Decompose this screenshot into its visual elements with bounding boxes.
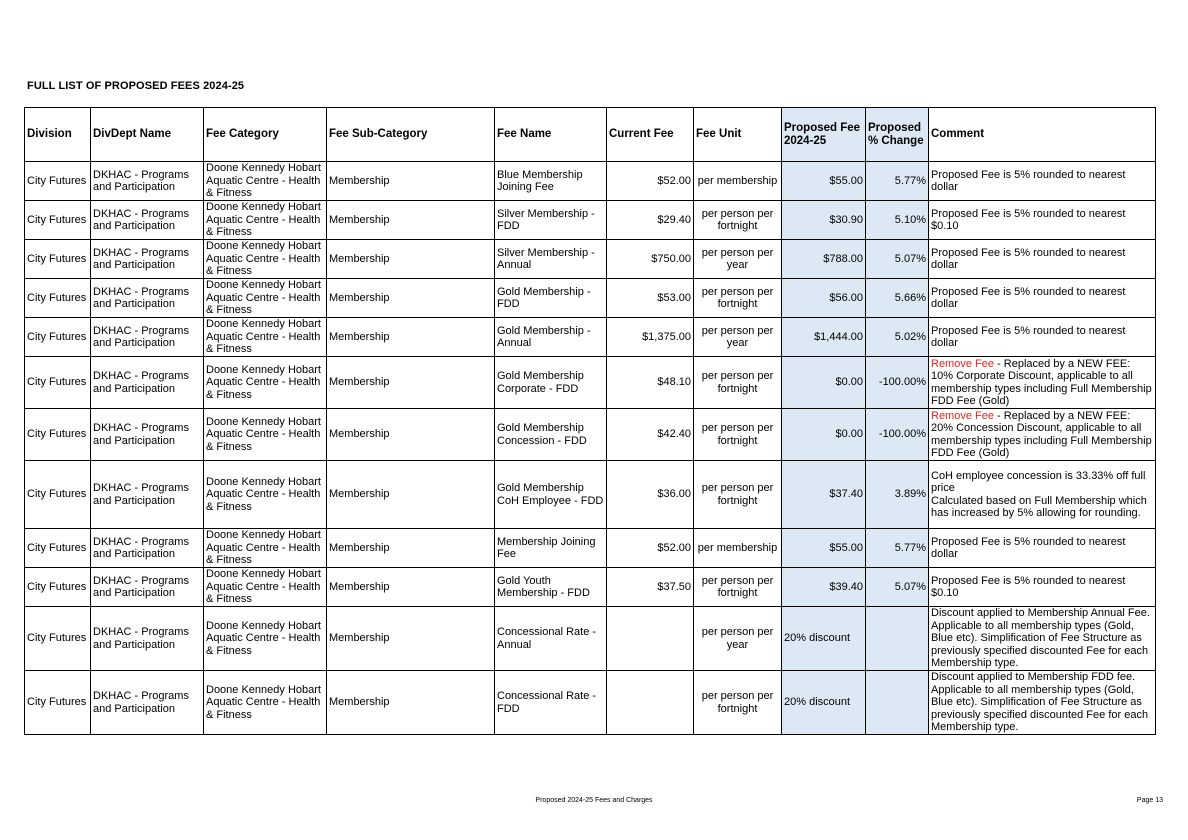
cell-divdept: DKHAC - Programs and Participation bbox=[91, 529, 204, 568]
fees-table-body bbox=[25, 162, 1156, 735]
cell-fee-sub-category: Membership bbox=[327, 279, 495, 318]
cell-divdept: DKHAC - Programs and Participation bbox=[91, 240, 204, 279]
header-row bbox=[25, 108, 1156, 162]
cell-division: City Futures bbox=[25, 461, 91, 529]
cell-comment bbox=[929, 162, 1156, 201]
cell-fee-name: Gold Membership - FDD bbox=[495, 279, 607, 318]
header-current-fee: Current Fee bbox=[607, 108, 694, 162]
cell-division: City Futures bbox=[25, 607, 91, 671]
cell-comment bbox=[929, 568, 1156, 607]
cell-division: City Futures bbox=[25, 162, 91, 201]
cell-proposed-change: 5.07% bbox=[866, 568, 929, 607]
cell-division: City Futures bbox=[25, 201, 91, 240]
cell-proposed-change: 5.66% bbox=[866, 279, 929, 318]
header-fee-category: Fee Category bbox=[204, 108, 327, 162]
comment-text: Proposed Fee is 5% rounded to nearest dollar bbox=[931, 285, 1126, 310]
cell-fee-unit: per person per fortnight bbox=[694, 279, 782, 318]
table-row bbox=[25, 409, 1156, 461]
cell-fee-category: Doone Kennedy Hobart Aquatic Centre - Health & Fitness bbox=[204, 568, 327, 607]
cell-current-fee: $42.40 bbox=[607, 409, 694, 461]
cell-current-fee: $52.00 bbox=[607, 162, 694, 201]
table-row bbox=[25, 201, 1156, 240]
table-row bbox=[25, 357, 1156, 409]
cell-fee-unit: per person per year bbox=[694, 240, 782, 279]
cell-proposed-fee: $30.90 bbox=[782, 201, 866, 240]
table-row bbox=[25, 279, 1156, 318]
cell-fee-category: Doone Kennedy Hobart Aquatic Centre - Health & Fitness bbox=[204, 409, 327, 461]
cell-fee-category: Doone Kennedy Hobart Aquatic Centre - Health & Fitness bbox=[204, 357, 327, 409]
header-division: Division bbox=[25, 108, 91, 162]
cell-current-fee bbox=[607, 671, 694, 735]
cell-comment bbox=[929, 240, 1156, 279]
cell-divdept: DKHAC - Programs and Participation bbox=[91, 279, 204, 318]
cell-current-fee: $1,375.00 bbox=[607, 318, 694, 357]
comment-text: Proposed Fee is 5% rounded to nearest $0.10 bbox=[931, 207, 1126, 232]
comment-text: Proposed Fee is 5% rounded to nearest $0.10 bbox=[931, 574, 1126, 599]
header-proposed-change: Proposed % Change bbox=[866, 108, 929, 162]
cell-divdept: DKHAC - Programs and Participation bbox=[91, 357, 204, 409]
comment-text: Proposed Fee is 5% rounded to nearest dollar bbox=[931, 246, 1126, 271]
cell-fee-sub-category: Membership bbox=[327, 201, 495, 240]
cell-division: City Futures bbox=[25, 568, 91, 607]
cell-divdept: DKHAC - Programs and Participation bbox=[91, 201, 204, 240]
cell-fee-name: Silver Membership - Annual bbox=[495, 240, 607, 279]
cell-fee-category: Doone Kennedy Hobart Aquatic Centre - Health & Fitness bbox=[204, 240, 327, 279]
cell-proposed-change: 5.02% bbox=[866, 318, 929, 357]
cell-fee-unit: per person per fortnight bbox=[694, 568, 782, 607]
header-fee-sub-category: Fee Sub-Category bbox=[327, 108, 495, 162]
cell-proposed-fee: $788.00 bbox=[782, 240, 866, 279]
cell-fee-sub-category: Membership bbox=[327, 240, 495, 279]
cell-fee-unit: per membership bbox=[694, 162, 782, 201]
cell-fee-category: Doone Kennedy Hobart Aquatic Centre - Health & Fitness bbox=[204, 607, 327, 671]
comment-text: CoH employee concession is 33.33% off full price Calculated based on Full Membership which has increased by 5% allowing for rounding. bbox=[931, 469, 1147, 519]
table-row bbox=[25, 240, 1156, 279]
cell-proposed-fee: $55.00 bbox=[782, 162, 866, 201]
cell-fee-name: Blue Membership Joining Fee bbox=[495, 162, 607, 201]
cell-current-fee: $750.00 bbox=[607, 240, 694, 279]
header-proposed-fee: Proposed Fee 2024-25 bbox=[782, 108, 866, 162]
cell-proposed-fee: $0.00 bbox=[782, 357, 866, 409]
header-fee-unit: Fee Unit bbox=[694, 108, 782, 162]
cell-fee-unit: per person per fortnight bbox=[694, 671, 782, 735]
cell-division: City Futures bbox=[25, 529, 91, 568]
cell-divdept: DKHAC - Programs and Participation bbox=[91, 461, 204, 529]
cell-current-fee: $29.40 bbox=[607, 201, 694, 240]
cell-fee-name: Gold Membership - Annual bbox=[495, 318, 607, 357]
table-row bbox=[25, 529, 1156, 568]
cell-fee-name: Silver Membership - FDD bbox=[495, 201, 607, 240]
comment-text: - Replaced by a NEW FEE: 10% Corporate Discount, applicable to all membership types including Full Membership FDD Fee (Gold) bbox=[931, 357, 1152, 407]
cell-proposed-fee: $56.00 bbox=[782, 279, 866, 318]
cell-fee-sub-category: Membership bbox=[327, 318, 495, 357]
remove-fee-label: Remove Fee bbox=[931, 409, 994, 422]
cell-fee-category: Doone Kennedy Hobart Aquatic Centre - Health & Fitness bbox=[204, 671, 327, 735]
table-row bbox=[25, 162, 1156, 201]
cell-fee-unit: per person per fortnight bbox=[694, 409, 782, 461]
cell-current-fee: $52.00 bbox=[607, 529, 694, 568]
cell-proposed-fee: $1,444.00 bbox=[782, 318, 866, 357]
cell-fee-unit: per person per fortnight bbox=[694, 201, 782, 240]
cell-proposed-change: -100.00% bbox=[866, 409, 929, 461]
cell-fee-name: Concessional Rate - FDD bbox=[495, 671, 607, 735]
cell-fee-sub-category: Membership bbox=[327, 162, 495, 201]
cell-proposed-fee: $0.00 bbox=[782, 409, 866, 461]
cell-proposed-fee: 20% discount bbox=[782, 607, 866, 671]
cell-division: City Futures bbox=[25, 279, 91, 318]
fees-table bbox=[24, 107, 1156, 735]
cell-proposed-change: 5.77% bbox=[866, 529, 929, 568]
cell-fee-sub-category: Membership bbox=[327, 409, 495, 461]
cell-proposed-change: 5.77% bbox=[866, 162, 929, 201]
footer-text: Proposed 2024-25 Fees and Charges bbox=[535, 797, 653, 804]
cell-proposed-change bbox=[866, 607, 929, 671]
cell-proposed-change: 3.89% bbox=[866, 461, 929, 529]
cell-proposed-fee: $39.40 bbox=[782, 568, 866, 607]
cell-fee-unit: per person per fortnight bbox=[694, 461, 782, 529]
cell-fee-sub-category: Membership bbox=[327, 671, 495, 735]
comment-text: Discount applied to Membership FDD fee. Applicable to all membership types (Gold, Blue etc). Simplification of Fee Structure as previously specified discounted Fee for each Membership type. bbox=[931, 671, 1149, 734]
table-row bbox=[25, 461, 1156, 529]
cell-fee-name: Gold Membership CoH Employee - FDD bbox=[495, 461, 607, 529]
remove-fee-label: Remove Fee bbox=[931, 357, 994, 370]
cell-division: City Futures bbox=[25, 240, 91, 279]
cell-proposed-change: 5.07% bbox=[866, 240, 929, 279]
cell-divdept: DKHAC - Programs and Participation bbox=[91, 409, 204, 461]
cell-comment bbox=[929, 671, 1156, 735]
cell-divdept: DKHAC - Programs and Participation bbox=[91, 318, 204, 357]
comment-text: - Replaced by a NEW FEE: 20% Concession Discount, applicable to all membership types including Full Membership FDD Fee (Gold) bbox=[931, 409, 1152, 459]
cell-current-fee: $48.10 bbox=[607, 357, 694, 409]
cell-proposed-fee: 20% discount bbox=[782, 671, 866, 735]
cell-fee-sub-category: Membership bbox=[327, 357, 495, 409]
cell-comment bbox=[929, 409, 1156, 461]
cell-comment bbox=[929, 529, 1156, 568]
cell-fee-name: Membership Joining Fee bbox=[495, 529, 607, 568]
cell-fee-unit: per person per fortnight bbox=[694, 357, 782, 409]
cell-proposed-fee: $37.40 bbox=[782, 461, 866, 529]
page-title: FULL LIST OF PROPOSED FEES 2024-25 bbox=[27, 80, 245, 92]
cell-fee-unit: per person per year bbox=[694, 318, 782, 357]
page-number: Page 13 bbox=[1136, 797, 1163, 804]
cell-divdept: DKHAC - Programs and Participation bbox=[91, 671, 204, 735]
cell-current-fee bbox=[607, 607, 694, 671]
cell-fee-name: Gold Youth Membership - FDD bbox=[495, 568, 607, 607]
cell-fee-category: Doone Kennedy Hobart Aquatic Centre - Health & Fitness bbox=[204, 162, 327, 201]
comment-text: Discount applied to Membership Annual Fee. Applicable to all membership types (Gold, Blue etc). Simplification of Fee Structure as previously specified discounted Fee for each Membership type. bbox=[931, 607, 1150, 670]
cell-current-fee: $53.00 bbox=[607, 279, 694, 318]
table-row bbox=[25, 318, 1156, 357]
cell-fee-name: Gold Membership Concession - FDD bbox=[495, 409, 607, 461]
cell-comment bbox=[929, 279, 1156, 318]
cell-comment bbox=[929, 461, 1156, 529]
cell-fee-category: Doone Kennedy Hobart Aquatic Centre - Health & Fitness bbox=[204, 529, 327, 568]
comment-text: Proposed Fee is 5% rounded to nearest dollar bbox=[931, 168, 1126, 193]
table-row bbox=[25, 607, 1156, 671]
cell-fee-category: Doone Kennedy Hobart Aquatic Centre - Health & Fitness bbox=[204, 279, 327, 318]
cell-proposed-change: -100.00% bbox=[866, 357, 929, 409]
cell-fee-category: Doone Kennedy Hobart Aquatic Centre - Health & Fitness bbox=[204, 318, 327, 357]
header-comment: Comment bbox=[929, 108, 1156, 162]
cell-comment bbox=[929, 201, 1156, 240]
comment-text: Proposed Fee is 5% rounded to nearest dollar bbox=[931, 324, 1126, 349]
cell-comment bbox=[929, 357, 1156, 409]
cell-current-fee: $36.00 bbox=[607, 461, 694, 529]
cell-comment bbox=[929, 607, 1156, 671]
cell-proposed-fee: $55.00 bbox=[782, 529, 866, 568]
cell-fee-sub-category: Membership bbox=[327, 529, 495, 568]
header-fee-name: Fee Name bbox=[495, 108, 607, 162]
table-row bbox=[25, 671, 1156, 735]
cell-fee-name: Concessional Rate - Annual bbox=[495, 607, 607, 671]
cell-division: City Futures bbox=[25, 357, 91, 409]
cell-proposed-change: 5.10% bbox=[866, 201, 929, 240]
cell-fee-category: Doone Kennedy Hobart Aquatic Centre - Health & Fitness bbox=[204, 461, 327, 529]
cell-divdept: DKHAC - Programs and Participation bbox=[91, 162, 204, 201]
cell-fee-sub-category: Membership bbox=[327, 607, 495, 671]
comment-text: Proposed Fee is 5% rounded to nearest dollar bbox=[931, 535, 1126, 560]
cell-division: City Futures bbox=[25, 409, 91, 461]
cell-fee-name: Gold Membership Corporate - FDD bbox=[495, 357, 607, 409]
cell-comment bbox=[929, 318, 1156, 357]
cell-fee-sub-category: Membership bbox=[327, 568, 495, 607]
table-row bbox=[25, 568, 1156, 607]
cell-divdept: DKHAC - Programs and Participation bbox=[91, 607, 204, 671]
cell-division: City Futures bbox=[25, 318, 91, 357]
cell-current-fee: $37.50 bbox=[607, 568, 694, 607]
cell-divdept: DKHAC - Programs and Participation bbox=[91, 568, 204, 607]
cell-fee-unit: per person per year bbox=[694, 607, 782, 671]
cell-fee-category: Doone Kennedy Hobart Aquatic Centre - Health & Fitness bbox=[204, 201, 327, 240]
cell-proposed-change bbox=[866, 671, 929, 735]
cell-division: City Futures bbox=[25, 671, 91, 735]
cell-fee-unit: per membership bbox=[694, 529, 782, 568]
header-divdept: DivDept Name bbox=[91, 108, 204, 162]
cell-fee-sub-category: Membership bbox=[327, 461, 495, 529]
